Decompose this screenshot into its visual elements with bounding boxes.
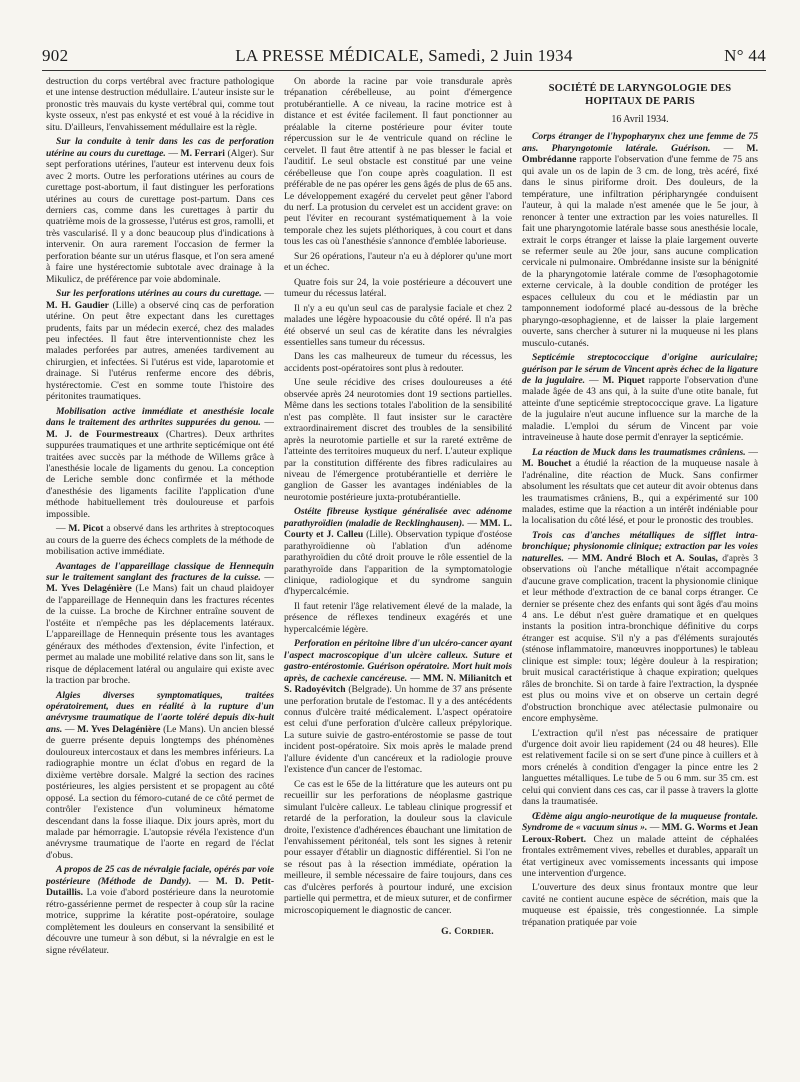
article-title: Sur la conduite à tenir dans les cas de perforation utérine au cours du curettage. bbox=[46, 136, 274, 159]
page-number: 902 bbox=[42, 46, 69, 65]
column-2 bbox=[284, 76, 512, 1066]
article-entry: Septicémie streptococcique d'origine auriculaire; guérison par le sérum de Vincent après échec de la ligature de la jugulaire. — M. Piquet rapporte l'observation d'une malade âgée de 43 ans qui, à la suite d'une otite banale, fut atteinte d'une septicémie streptococcique grave. La ligature de la jugulaire n'eut aucune influence sur la marche de la maladie. L'emploi du sérum de Vincent par voie intraveineuse à haute dose permit d'enrayer la septicémie. bbox=[522, 352, 758, 444]
article-title: Sur les perforations utérines au cours du curettage. bbox=[56, 288, 262, 300]
journal-title: LA PRESSE MÉDICALE, Samedi, 2 Juin 1934 bbox=[235, 46, 573, 65]
paragraph: (Lille). Observation typique d'ostéose parathyroïdienne où l'ablation d'un adénome parathyroïdien du côté droit prouve le rôle essentiel de la parathyroïde dans l'apparition de la symptomatologie clinique, radiologique et du syndrome sanguin d'hypercalcémie. bbox=[284, 529, 512, 598]
article-entry: Perforation en péritoine libre d'un ulcéro-cancer ayant l'aspect macroscopique d'un ulcère calleux. Suture et gastro-entérostomie. Guérison opératoire. Mort huit mois après, de cachexie cancéreuse. — MM. N. Milianitch et S. Radoyévitch (Belgrade). Un homme de 37 ans présente une perforation brutale de l'estomac. Il y a des antécédents connus d'ulcère traité médicalement. L'aspect opératoire est celui d'une perforation d'ulcère calleux prépylorique. La suture suivie de gastro-entérostomie se passe de tout incident post-opératoire. Six mois après le malade prend l'allure évidente d'un cancéreux et la radiologie prouve l'existence d'un cancer de l'estomac. bbox=[284, 638, 512, 776]
paragraph: Une seule récidive des crises douloureuses a été observée après 24 neurotomies dont 19 sections partielles. Même dans les sections totales l'abolition de la sensibilité n'est pas complète. Il faut insister sur le caractère extraordinairement discret des troubles de la sensibilité après la neurotomie partielle et sur la rareté extrême de l'atteinte des territoires muqueux du nerf. L'auteur explique par la constitution différente des fibres radiculaires au niveau de l'émergence protubérantielle et derrière le ganglion de Gasser les avantages indéniables de la neurotomie postérieure juxta-protubérantielle. bbox=[284, 377, 512, 503]
paragraph: (Alger). Sur sept perforations utérines, l'auteur est intervenu deux fois avec 2 morts. Outre les perforations utérines au cours de curettage post-abortum, il faut distinguer les perforations utérines au cours de curettage post-partum. Dans ces derniers cas, comme dans les curettages à partir du quatrième mois de la grossesse, l'utérus est gros, ramolli, et très vascularisé. Il y a donc beaucoup plus d'indications à intervenir. On aura rarement l'occasion de fermer la perforation béante sur un utérus flasque, et l'on sera amené à faire une hystérectomie subtotale avec drainage à la Mikulicz, de préférence par voie abdominale. bbox=[46, 147, 274, 285]
paragraph: (Lille) a observé cinq cas de perforation utérine. On peut être expectant dans les curettages prudents, faits par un médecin exercé, chez des malades peu infectées. Il faut être interventionniste chez les malades perforées par autres, amenées tardivement au chirurgien, et infectées. Si l'utérus est vide, laparotomie et drainage. Si l'utérus renferme encore des débris, hystérectomie. C'est en somme toute l'histoire des péritonites traumatiques. bbox=[46, 299, 274, 403]
article-entry: Corps étranger de l'hypopharynx chez une femme de 75 ans. Pharyngotomie latérale. Guérison. — M. Ombrédanne rapporte l'observation d'une femme de 75 ans qui avale un os de lapin de 3 cm. de long, très acéré, fixé dans le sinus piriforme droit. Des douleurs, de la température, une infiltration péripharyngée conduisent l'auteur, à qui la malade n'est amenée que le 5e jour, à renoncer à tenter une extraction par les voies naturelles. Il fait une pharyngotomie latérale basse sous anesthésie locale, extrait le corps étranger et laisse la plaie largement ouverte se refermer seule au 20e jour, sans aucune complication cervicale ni pulmonaire. Ombrédanne insiste sur la bénignité de la pharyngotomie latérale comme de l'œsophagotomie externe cervicale, à la double condition de protéger les espaces celluleux du cou et le médiastin par un tamponnement iodoformé placé au-dessous de la brèche pharyngo-œsophagienne, et de laisser la plaie largement ouverte, sans chercher à suturer ni la muqueuse ni les plans musculo-cutanés. bbox=[522, 131, 758, 349]
article-author: M. Yves Delagénière bbox=[77, 723, 161, 735]
article-entry: Sur les perforations utérines au cours du curettage. — M. H. Gaudier (Lille) a observé cinq cas de perforation utérine. On peut être expectant dans les curettages prudents, faits par un médecin exercé, chez des malades peu infectées. Il faut être interventionniste chez les malades perforées par autres, amenées tardivement au chirurgien, et infectées. Si l'utérus est vide, laparotomie et drainage. Si l'utérus renferme encore des débris, hystérectomie. C'est en somme toute l'histoire des péritonites traumatiques. bbox=[46, 288, 274, 403]
paragraph: (Chartres). Deux arthrites suppurées traumatiques et une arthrite septicémique ont été traitées avec succès par la méthode de Willems grâce à l'anesthésie locale de ligaments du genou. La conception de Leriche semble donc confirmée et la méthode d'anesthésie des ligaments facilite l'application d'une méthode habituellement très douloureuse et parfois impossible. bbox=[46, 428, 274, 520]
article-author: MM. André Bloch et A. Soulas, bbox=[581, 552, 718, 564]
article-entry: Algies diverses symptomatiques, traitées opératoirement, dues en réalité à la rupture d'un anévrysme traumatique de l'aorte toléré depuis dix-huit ans. — M. Yves Delagénière (Le Mans). Un ancien blessé de guerre présente depuis longtemps des phénomènes douloureux intercostaux et dans les membres inférieurs. La radiographie montre un éclat d'obus en regard de la dixième vertèbre dorsale. Malgré la section des racines postérieures, les algies persistent et se propagent au côté opposé. La section du fémoro-cutané de ce côté permet de contrôler l'existence d'un volumineux hématome descendant dans la fosse iliaque. Dix jours après, mort du malade par hémorragie. L'autopsie révéla l'existence d'un anévrysme traumatique de l'aorte en regard de l'éclat d'obus. bbox=[46, 689, 274, 861]
paragraph: Dans les cas malheureux de tumeur du récessus, les accidents post-opératoires sont plus à redouter. bbox=[284, 351, 512, 374]
paragraph: La voie d'abord postérieure dans la neurotomie rétro-gassérienne permet de respecter à coup sûr la racine motrice, supprime la kératite post-opératoire, soulage complètement les douleurs en conservant la sensibilité et découvre une tumeur à son début, si la névralgie en est le signe révélateur. bbox=[46, 887, 274, 956]
article-author: MM. N. Milianitch et S. Radoyévitch bbox=[284, 672, 512, 696]
article-entry: — M. Picot a observé dans les arthrites à streptocoques au cours de la guerre des échecs complets de la méthode de mobilisation active immédiate. bbox=[46, 523, 274, 558]
article-title: Ostéite fibreuse kystique généralisée avec adénome parathyroïdien (maladie de Recklinghausen). bbox=[284, 506, 512, 529]
article-author: MM. L. Courty et J. Calleu bbox=[284, 517, 512, 541]
article-title: Avantages de l'appareillage classique de Hennequin sur le traitement sanglant des fractures de la cuisse. bbox=[46, 560, 274, 584]
paragraph: a observé dans les arthrites à streptocoques au cours de la guerre des échecs complets de la méthode de mobilisation active immédiate. bbox=[46, 523, 274, 558]
article-author: M. Bouchet bbox=[522, 458, 572, 470]
paragraph: Chez un malade atteint de céphalées frontales extrêmement vives, rebelles et durables, apparaît un état vertigineux avec vomissements incessants qui impose une intervention d'urgence. bbox=[522, 833, 758, 879]
paragraph: L'ouverture des deux sinus frontaux montre que leur cavité ne contient aucune espèce de sécrétion, mais que la muqueuse est épaissie, très congestionnée. La simple trépanation pratiquée par voie bbox=[522, 882, 758, 928]
article-author: M. J. de Fourmestreaux bbox=[46, 428, 159, 440]
article-author: MM. G. Worms et Jean Leroux-Robert. bbox=[522, 822, 758, 845]
paragraph: (Le Mans). Un ancien blessé de guerre présente depuis longtemps des phénomènes douloureux intercostaux et dans les membres inférieurs. La radiographie montre un éclat d'obus en regard de la dixième vertèbre dorsale. Malgré la section des racines postérieures, les algies persistent et se propagent au côté opposé. La section du fémoro-cutané de ce côté permet de contrôler l'existence d'un volumineux hématome descendant dans la fosse iliaque. Dix jours après, mort du malade par hémorragie. L'autopsie révéla l'existence d'un anévrysme traumatique de l'aorte en regard de l'éclat d'obus. bbox=[46, 723, 274, 861]
article-title: Œdème aigu angio-neurotique de la muqueuse frontale. Syndrome de « vacuum sinus ». bbox=[522, 810, 758, 834]
article-title: Perforation en péritoine libre d'un ulcéro-cancer ayant l'aspect macroscopique d'un ulcère calleux. Suture et gastro-entérostomie. Guérison opératoire. Mort huit mois après, de cachexie cancéreuse. bbox=[284, 638, 512, 684]
issue-number: N° 44 bbox=[724, 46, 766, 65]
article-title: A propos de 25 cas de névralgie faciale, opérés par voie postérieure (Méthode de Dandy). bbox=[46, 864, 274, 887]
paragraph: (Le Mans) fait un chaud plaidoyer de l'appareillage de Hennequin dans les fractures récentes de la cuisse. La broche de Kirchner entraîne souvent de l'ostéite et n'empêche pas les déplacements latéraux. L'appareillage de Hennequin présente tous les avantages généraux des méthodes d'extension, évite l'infection, et permet au malade une mobilité relative dans son lit, sans le risque de déplacement latéral ou angulaire qui existe avec la traction par broche. bbox=[46, 583, 274, 687]
article-entry: La réaction de Muck dans les traumatismes crâniens. — M. Bouchet a étudié la réaction de la muqueuse nasale à l'adrénaline, dite réaction de Muck. Sans confirmer absolument les résultats que cet auteur dit avoir obtenus dans les traumatismes crâniens, B., qui a expérimenté sur 100 malades, estime que la réaction a un intérêt indéniable pour la localisation du côté lésé, et pour le pronostic des troubles. bbox=[522, 446, 758, 527]
article-entry: A propos de 25 cas de névralgie faciale, opérés par voie postérieure (Méthode de Dandy). — M. D. Petit-Dutaillis. La voie d'abord postérieure dans la neurotomie rétro-gassérienne permet de respecter à coup sûr la racine motrice, supprime la kératite post-opératoire, soulage complètement les douleurs en conservant la sensibilité et découvre une tumeur à son début, si la névralgie en est le signe révélateur. bbox=[46, 864, 274, 956]
session-date: 16 Avril 1934. bbox=[611, 114, 669, 125]
article-author: M. H. Gaudier bbox=[46, 299, 109, 311]
article-entry: Sur la conduite à tenir dans les cas de perforation utérine au cours du curettage. — M. Ferrari (Alger). Sur sept perforations utérines, l'auteur est intervenu deux fois avec 2 morts. Outre les perforations utérines au cours de curettage post-abortum, il faut distinguer les perforations utérines au cours de curettage post-partum. Dans ces derniers cas, comme dans les curettages à partir du quatrième mois de la grossesse, l'utérus est gros, ramolli, et très vascularisé. Il y a donc beaucoup plus d'indications à intervenir. On aura rarement l'occasion de fermer la perforation béante sur un utérus flasque, et l'on sera amené à faire une hystérectomie subtotale avec drainage à la Mikulicz, de préférence par voie abdominale. bbox=[46, 136, 274, 285]
paragraph: a étudié la réaction de la muqueuse nasale à l'adrénaline, dite réaction de Muck. Sans confirmer absolument les résultats que cet auteur dit avoir obtenus dans les traumatismes crâniens, B., qui a expérimenté sur 100 malades, estime que la réaction a un intérêt indéniable pour la localisation du côté lésé, et pour le pronostic des troubles. bbox=[522, 458, 758, 527]
paragraph: destruction du corps vertébral avec fracture pathologique et une intense destruction médullaire. L'auteur insiste sur le pronostic très mauvais du kyste vertébral qui, comme tout kyste osseux, n'est pas enkysté et est voué à la récidive in situ. D'ailleurs, l'envahissement médullaire est la règle. bbox=[46, 76, 274, 133]
paragraph: Sur 26 opérations, l'auteur n'a eu à déplorer qu'une mort et un échec. bbox=[284, 250, 512, 274]
article-author: M. D. Petit-Dutaillis. bbox=[46, 875, 274, 899]
paragraph: Il faut retenir l'âge relativement élevé de la malade, la présence de réflexes tendineux exagérés et une hypercalcémie légère. bbox=[284, 600, 512, 635]
paragraph: (Belgrade). Un homme de 37 ans présente une perforation brutale de l'estomac. Il y a des antécédents connus d'ulcère traité médicalement. L'aspect opératoire est celui d'une perforation d'ulcère calleux prépylorique. La suture suivie de gastro-entérostomie se passe de tout incident post-opératoire. Six mois après le malade prend l'allure évidente d'un cancéreux et la radiologie prouve l'existence d'un cancer de l'estomac. bbox=[284, 684, 512, 776]
article-entry: Ostéite fibreuse kystique généralisée avec adénome parathyroïdien (maladie de Recklinghausen). — MM. L. Courty et J. Calleu (Lille). Observation typique d'ostéose parathyroïdienne où l'ablation d'un adénome parathyroïdien du côté droit prouve le rôle essentiel de la parathyroïde dans l'apparition de la symptomatologie clinique, radiologique et du syndrome sanguin d'hypercalcémie. bbox=[284, 506, 512, 598]
paragraph: d'après 3 observations où l'anche métallique n'était accompagnée d'aucune grave complication, tracent la physionomie clinique et leur méthode d'extraction de ce banal corps étranger. Ce dernier se présente chez des enfants qui sont âgés d'au moins 4 ans. Le début n'est guère dramatique et en quelques instants la position intra-bronchique définitive du corps étranger est acquise. S'il n'y a pas d'éléments surajoutés (sténose inflammatoire, manœuvres inopportunes) le tableau clinique est simple: toux; légère douleur à la respiration; bruit musical caractéristique à chaque expiration; quelques râles de bronchite. Si on tarde à faire l'extraction, la dyspnée est plus ou moins vive et on observe un certain degré d'obstruction bronchique avec atélectasie pulmonaire ou encore emphysème. bbox=[522, 552, 758, 725]
paragraph: On aborde la racine par voie transdurale après trépanation cérébelleuse, au point d'émergence protubérantielle. A ce niveau, la racine motrice est à distance et est évitée facilement. Il faut ponctionner au préalable la citerne postérieure pour éviter toute répercussion sur le 4e ventricule quand on récline le cervelet. Il faut être attentif à ne pas blesser le facial et l'auditif. Le seul obstacle est constitué par une veine cérébelleuse que l'on coupe après coagulation. Il est préférable de ne pas opérer les gens âgés de plus de 65 ans. Le développement exagéré du cervelet peut gêner l'abord du nerf. La protusion du cervelet est un accident grave: on peut l'éviter en recourant systématiquement à la voie temporale chez les sujets pléthoriques, à cou court et dans tous les cas où l'anesthésie s'annonce d'emblée laborieuse. bbox=[284, 76, 512, 248]
page-header bbox=[42, 40, 766, 71]
article-author: M. Yves Delagénière bbox=[46, 583, 132, 595]
paragraph: Ce cas est le 65e de la littérature que les auteurs ont pu recueillir sur les perforations de néoplasme gastrique simulant l'ulcère calleux. Le tableau clinique progressif et retardé de la perforation, la douleur sous la clavicule droite, l'existence d'adhérences ébauchant une limitation de l'envahissement péritonéal, tels sont les signes à retenir pour essayer d'établir un diagnostic différentiel. Si l'on ne se résout pas à la résection immédiate, opération la meilleure, il semble nécessaire de faire toujours, dans ces cas d'ulcères perforés à pourtour induré, une excision partielle qui permettra, et de mieux suturer, et de confirmer microscopiquement le diagnostic de cancer. bbox=[284, 778, 512, 916]
article-entry: Trois cas d'anches métalliques de sifflet intra-bronchique; physionomie clinique; extraction par les voies naturelles. — MM. André Bloch et A. Soulas, d'après 3 observations où l'anche métallique n'était accompagnée d'aucune grave complication, tracent la physionomie clinique et leur méthode d'extraction de ce banal corps étranger. Ce dernier se présente chez des enfants qui sont âgés d'au moins 4 ans. Le début n'est guère dramatique et en quelques instants la position intra-bronchique définitive du corps étranger est acquise. S'il n'y a pas d'éléments surajoutés (sténose inflammatoire, manœuvres inopportunes) le tableau clinique est simple: toux; légère douleur à la respiration; bruit musical caractéristique à chaque expiration; quelques râles de bronchite. Si on tarde à faire l'extraction, la dyspnée est plus ou moins vive et on observe un certain degré d'obstruction bronchique avec atélectasie pulmonaire ou encore emphysème. bbox=[522, 529, 758, 725]
column-3 bbox=[522, 76, 758, 1066]
article-title: Trois cas d'anches métalliques de sifflet intra-bronchique; physionomie clinique; extraction par les voies naturelles. bbox=[522, 529, 758, 564]
article-title: La réaction de Muck dans les traumatismes crâniens. bbox=[532, 446, 746, 458]
article-author: M. Ombrédanne bbox=[522, 142, 758, 166]
article-title: Algies diverses symptomatiques, traitées opératoirement, dues en réalité à la rupture d'un anévrysme traumatique de l'aorte toléré depuis dix-huit ans. bbox=[46, 689, 274, 735]
article-author: M. Piquet bbox=[602, 374, 645, 386]
paragraph: Quatre fois sur 24, la voie postérieure a découvert une tumeur du récessus latéral. bbox=[284, 276, 512, 300]
article-entry: Avantages de l'appareillage classique de Hennequin sur le traitement sanglant des fractures de la cuisse. — M. Yves Delagénière (Le Mans) fait un chaud plaidoyer de l'appareillage de Hennequin dans les fractures récentes de la cuisse. La broche de Kirchner entraîne souvent de l'ostéite et n'empêche pas les déplacements latéraux. L'appareillage de Hennequin présente tous les avantages généraux des méthodes d'extension, évite l'infection, et permet au malade une mobilité relative dans son lit, sans le risque de déplacement latéral ou angulaire qui existe avec la traction par broche. bbox=[46, 560, 274, 687]
article-author: M. Ferrari bbox=[180, 147, 225, 159]
paragraph: Il n'y a eu qu'un seul cas de paralysie faciale et chez 2 malades une légère hypoacousie du côté opéré. Il n'a pas été observé un seul cas de kératite dans les névralgies essentielles sans tumeur du récessus. bbox=[284, 302, 512, 348]
society-heading: SOCIÉTÉ DE LARYNGOLOGIE DES HOPITAUX DE PARIS bbox=[548, 83, 732, 107]
article-author: M. Picot bbox=[68, 523, 104, 535]
column-1 bbox=[46, 76, 274, 1066]
signature: G. Cordier. bbox=[441, 926, 494, 938]
paragraph: L'extraction qu'il n'est pas nécessaire de pratiquer d'urgence doit avoir lieu rapidement (24 ou 48 heures). Elle est relativement facile si on se sert d'une pince à cuillers et à mors crénelés à condition d'engager la pince entre les 2 languettes métalliques. Le tube de 5 ou 6 mm. sur 35 cm. est celui qui convient dans ces cas, car il passe à travers la glotte dans la traumatisée. bbox=[522, 727, 758, 808]
paragraph: rapporte l'observation d'une femme de 75 ans qui avale un os de lapin de 3 cm. de long, très acéré, fixé dans le sinus piriforme droit. Des douleurs, de la température, une infiltration péripharyngée conduisent l'auteur, à qui la malade n'est amenée que le 5e jour, à renoncer à tenter une extraction par les voies naturelles. Il fait une pharyngotomie latérale basse sous anesthésie locale, extrait le corps étranger et laisse la plaie largement ouverte se refermer seule au 20e jour, sans aucune complication cervicale ni pulmonaire. Ombrédanne insiste sur la bénignité de la pharyngotomie latérale comme de l'œsophagotomie externe cervicale, à la double condition de protéger les espaces celluleux du cou et le médiastin par un tamponnement iodoformé placé au-dessous de la brèche pharyngo-œsophagienne, et de laisser la plaie largement ouverte, sans chercher à suturer ni la muqueuse ni les plans musculo-cutanés. bbox=[522, 154, 758, 349]
article-title: Septicémie streptococcique d'origine auriculaire; guérison par le sérum de Vincent après échec de la ligature de la jugulaire. bbox=[522, 352, 758, 386]
article-title: Corps étranger de l'hypopharynx chez une femme de 75 ans. Pharyngotomie latérale. Guérison. bbox=[522, 131, 758, 154]
article-title: Mobilisation active immédiate et anesthésie locale dans le traitement des arthrites suppurées du genou. bbox=[46, 405, 274, 429]
article-entry: Mobilisation active immédiate et anesthésie locale dans le traitement des arthrites suppurées du genou. — M. J. de Fourmestreaux (Chartres). Deux arthrites suppurées traumatiques et une arthrite septicémique ont été traitées avec succès par la méthode de Willems grâce à l'anesthésie locale de ligaments du genou. La conception de Leriche semble donc confirmée et la méthode d'anesthésie des ligaments facilite l'application d'une méthode habituellement très douloureuse et parfois impossible. bbox=[46, 405, 274, 520]
paragraph: rapporte l'observation d'une malade âgée de 43 ans qui, à la suite d'une otite banale, fut atteinte d'une septicémie streptococcique grave. La ligature de la jugulaire n'eut aucune influence sur la marche de la maladie. L'emploi du sérum de Vincent par voie intraveineuse à haute dose permit d'enrayer la septicémie. bbox=[522, 374, 758, 444]
article-entry: Œdème aigu angio-neurotique de la muqueuse frontale. Syndrome de « vacuum sinus ». — MM. G. Worms et Jean Leroux-Robert. Chez un malade atteint de céphalées frontales extrêmement vives, rebelles et durables, apparaît un état vertigineux avec vomissements incessants qui impose une intervention d'urgence. bbox=[522, 810, 758, 879]
